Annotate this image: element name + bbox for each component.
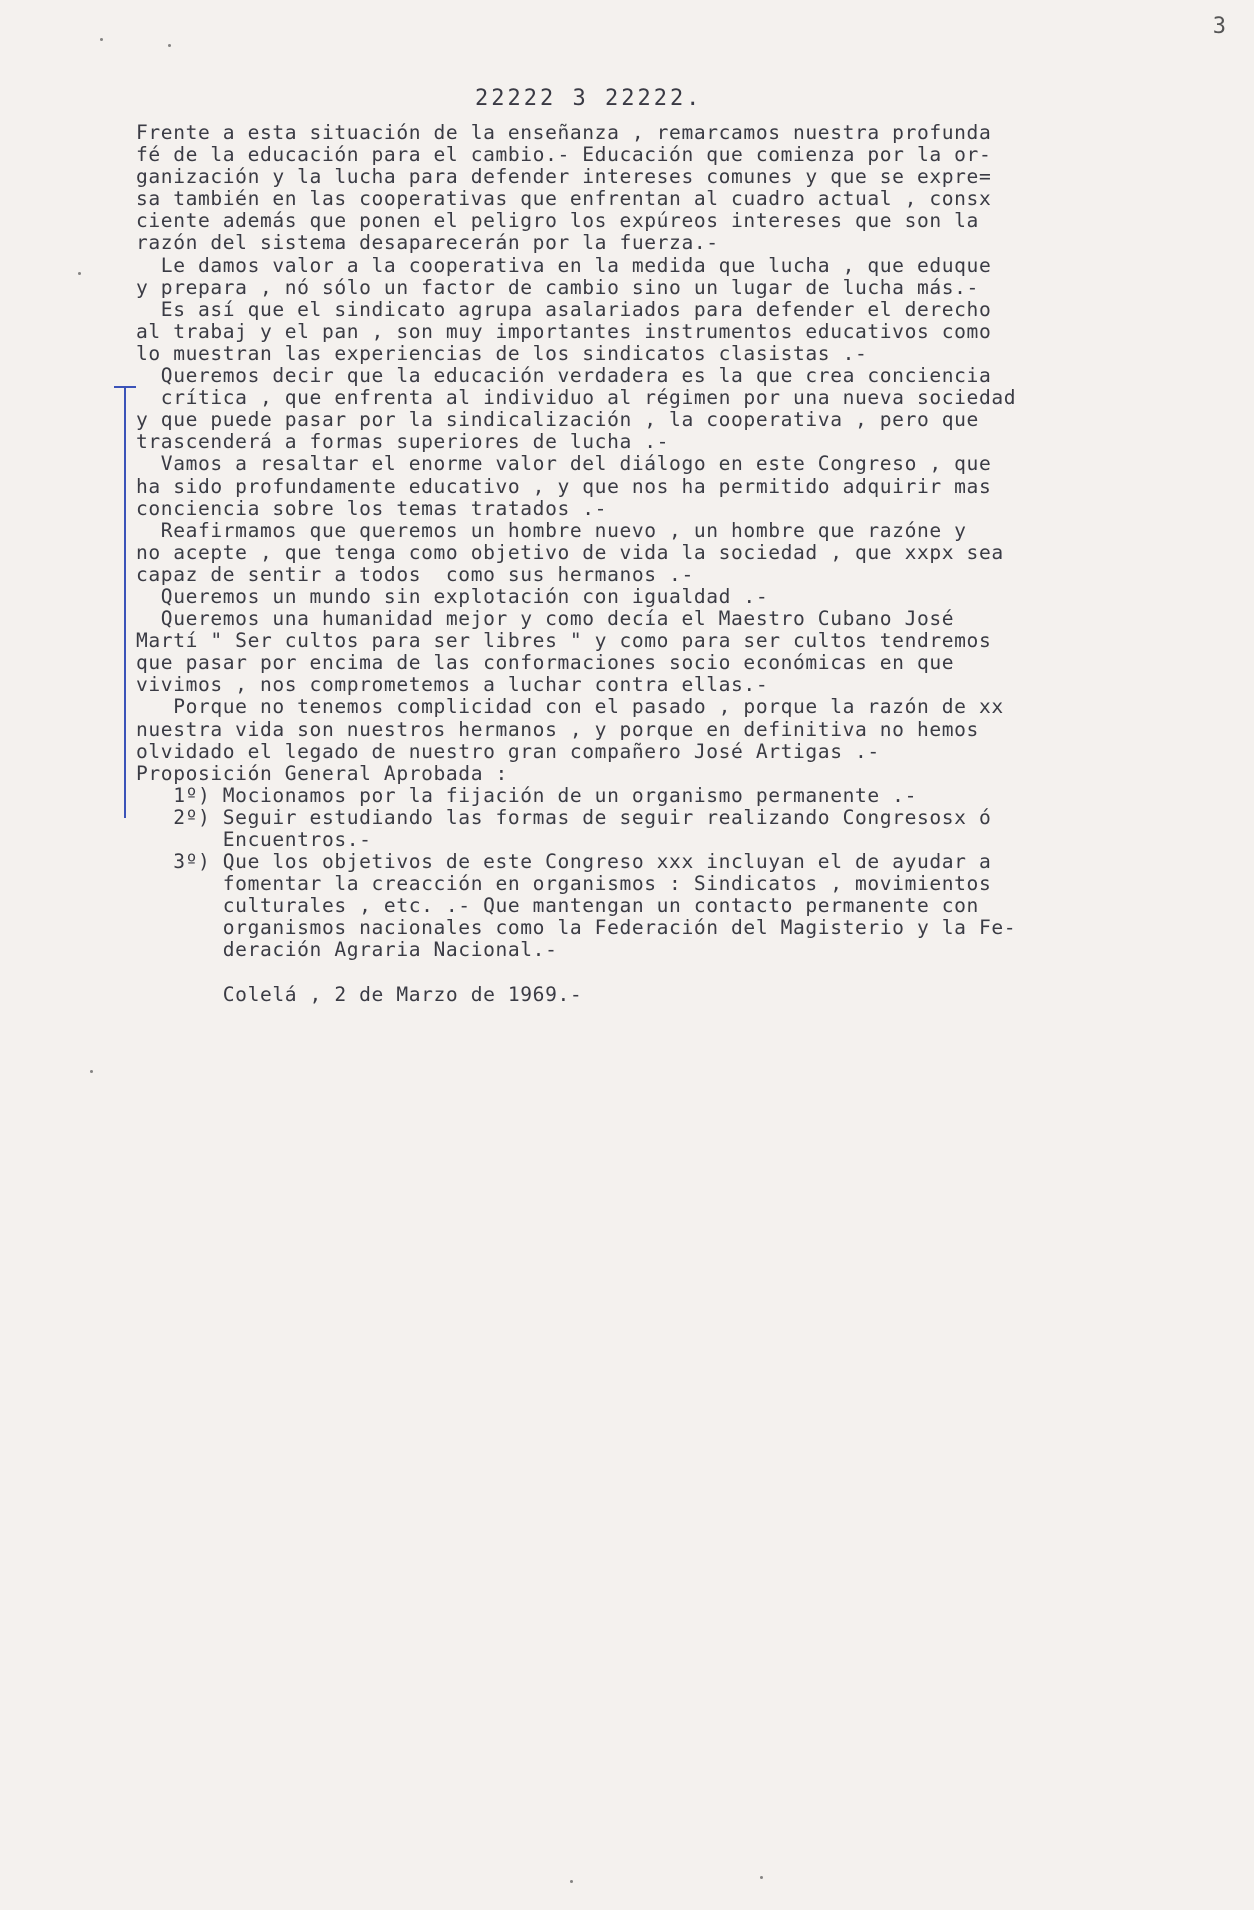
page-number-mark: 3 [1212,14,1226,39]
text-line: y prepara , nó sólo un factor de cambio sino un lugar de lucha más.- [136,275,979,299]
text-line: fomentar la creacción en organismos : Sindicatos , movimientos [136,872,992,896]
page-header: 22222 3 22222. [475,86,703,111]
text-line: Proposición General Aprobada : [136,761,508,785]
text-line: olvidado el legado de nuestro gran compañero José Artigas .- [136,739,880,763]
text-line: al trabaj y el pan , son muy importantes instrumentos educativos como [136,319,992,343]
text-line: Le damos valor a la cooperativa en la medida que lucha , que eduque [136,253,992,277]
text-line: sa también en las cooperativas que enfrentan al cuadro actual , consx [136,187,992,211]
text-line: y que puede pasar por la sindicalización , la cooperativa , pero que [136,408,979,432]
text-line: trascenderá a formas superiores de lucha .- [136,430,670,454]
text-line: vivimos , nos comprometemos a luchar contra ellas.- [136,673,769,697]
text-line: crítica , que enfrenta al individuo al régimen por una nueva sociedad [136,386,1017,410]
text-line: no acepte , que tenga como objetivo de vida la sociedad , que xxpx sea [136,540,1004,564]
text-line: 1º) Mocionamos por la fijación de un organismo permanente .- [136,783,917,807]
text-line: razón del sistema desaparecerán por la fuerza.- [136,231,719,255]
ink-speck [570,1880,573,1883]
text-line: capaz de sentir a todos como sus hermanos .- [136,562,694,586]
text-line: Encuentros.- [136,828,372,851]
text-line: ha sido profundamente educativo , y que nos ha permitido adquirir mas [136,474,992,498]
text-line: ganización y la lucha para defender intereses comunes y que se expre= [136,165,992,189]
text-line: lo muestran las experiencias de los sindicatos clasistas .- [136,341,868,365]
text-line [136,962,1196,984]
text-line: Martí " Ser cultos para ser libres " y como para ser cultos tendremos [136,629,992,653]
text-line: Porque no tenemos complicidad con el pasado , porque la razón de xx [136,695,1004,719]
typed-body [136,122,1196,1006]
text-line: Es así que el sindicato agrupa asalariados para defender el derecho [136,297,992,321]
text-line: Colelá , 2 de Marzo de 1969.- [136,982,583,1006]
ink-speck [760,1876,763,1879]
text-line: fé de la educación para el cambio.- Educación que comienza por la or- [136,143,992,167]
text-line: Frente a esta situación de la enseñanza , remarcamos nuestra profunda [136,121,992,144]
margin-bracket [124,386,136,818]
ink-speck [100,38,103,41]
text-line: ciente además que ponen el peligro los expúreos intereses que son la [136,209,979,233]
text-line: deración Agraria Nacional.- [136,938,558,962]
text-line: conciencia sobre los temas tratados .- [136,496,608,520]
text-line: Vamos a resaltar el enorme valor del diálogo en este Congreso , que [136,452,992,476]
ink-speck [90,1070,93,1073]
text-line: 3º) Que los objetivos de este Congreso xxx incluyan el de ayudar a [136,850,992,874]
text-line: organismos nacionales como la Federación del Magisterio y la Fe- [136,916,1017,940]
text-line: Reafirmamos que queremos un hombre nuevo , un hombre que razóne y [136,518,967,542]
text-line: nuestra vida son nuestros hermanos , y porque en definitiva no hemos [136,717,979,741]
ink-speck [168,44,171,47]
text-line: Queremos un mundo sin explotación con igualdad .- [136,584,769,608]
ink-speck [78,272,81,275]
text-line: 2º) Seguir estudiando las formas de seguir realizando Congresosx ó [136,805,992,829]
text-line: Queremos una humanidad mejor y como decía el Maestro Cubano José [136,607,955,631]
text-line: culturales , etc. .- Que mantengan un contacto permanente con [136,894,979,918]
text-line: Queremos decir que la educación verdadera es la que crea conciencia [136,364,992,388]
text-line: que pasar por encima de las conformaciones socio económicas en que [136,651,955,675]
